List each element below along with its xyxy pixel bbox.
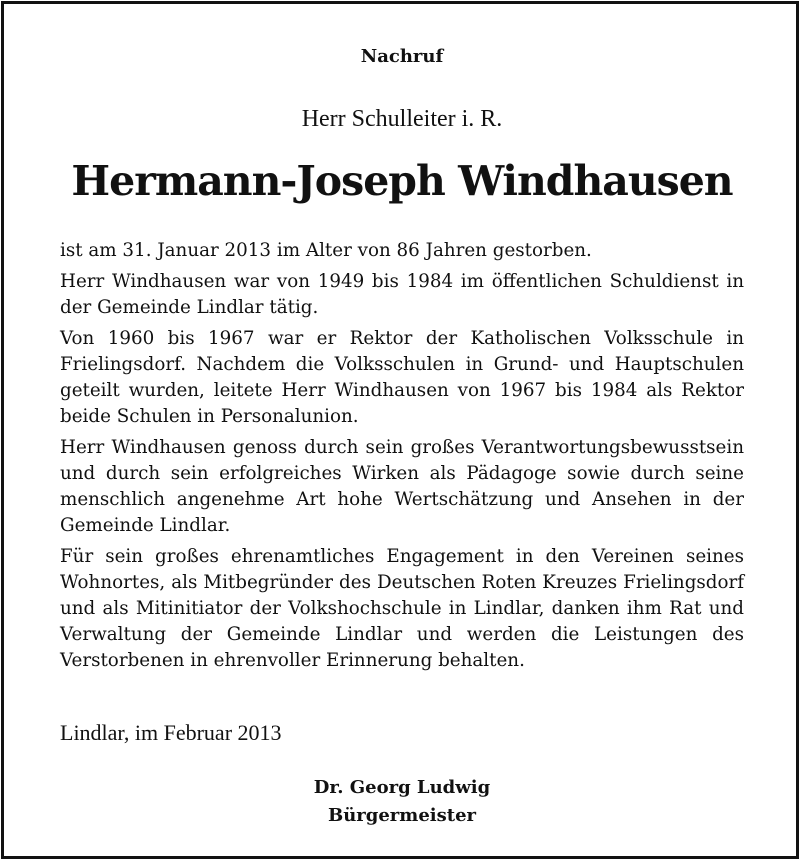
signer-role: Bürgermeister	[327, 805, 477, 826]
body-paragraph: Herr Windhausen genoss durch sein großes Verantwortungsbewusstsein und durch sein erfolgreiches Wirken als Pädagoge sowie durch seine menschlich angenehme Art hohe Wertschätzung und Ansehen in der Gemeinde Lindlar.	[60, 437, 744, 536]
signer-name: Dr. Georg Ludwig	[313, 777, 491, 798]
obituary-heading: Nachruf	[360, 46, 444, 67]
body-paragraph: Herr Windhausen war von 1949 bis 1984 im öffentlichen Schuldienst in der Gemeinde Lindlar tätig.	[60, 271, 744, 318]
place-date: Lindlar, im Februar 2013	[60, 720, 282, 745]
obituary-body	[60, 238, 744, 679]
signature-block	[60, 774, 744, 830]
body-paragraph: Für sein großes ehrenamtliches Engagement in den Vereinen seines Wohnortes, als Mitbegründer des Deutschen Roten Kreuzes Frielingsdorf und als Mitinitiator der Volkshochschule in Lindlar, danken ihm Rat und Verwaltung der Gemeinde Lindlar und werden die Leistungen des Verstorbenen in ehrenvoller Erinnerung behalten.	[60, 546, 744, 671]
deceased-name: Hermann-Joseph Windhausen	[71, 157, 733, 205]
deceased-title: Herr Schulleiter i. R.	[301, 106, 503, 132]
body-paragraph: ist am 31. Januar 2013 im Alter von 86 Jahren gestorben.	[60, 240, 592, 261]
body-paragraph: Von 1960 bis 1967 war er Rektor der Katholischen Volksschule in Frielingsdorf. Nachdem die Volksschulen in Grund- und Hauptschulen geteilt wurden, leitete Herr Windhausen von 1967 bis 1984 als Rektor beide Schulen in Personalunion.	[60, 328, 744, 427]
obituary-frame	[1, 1, 799, 859]
